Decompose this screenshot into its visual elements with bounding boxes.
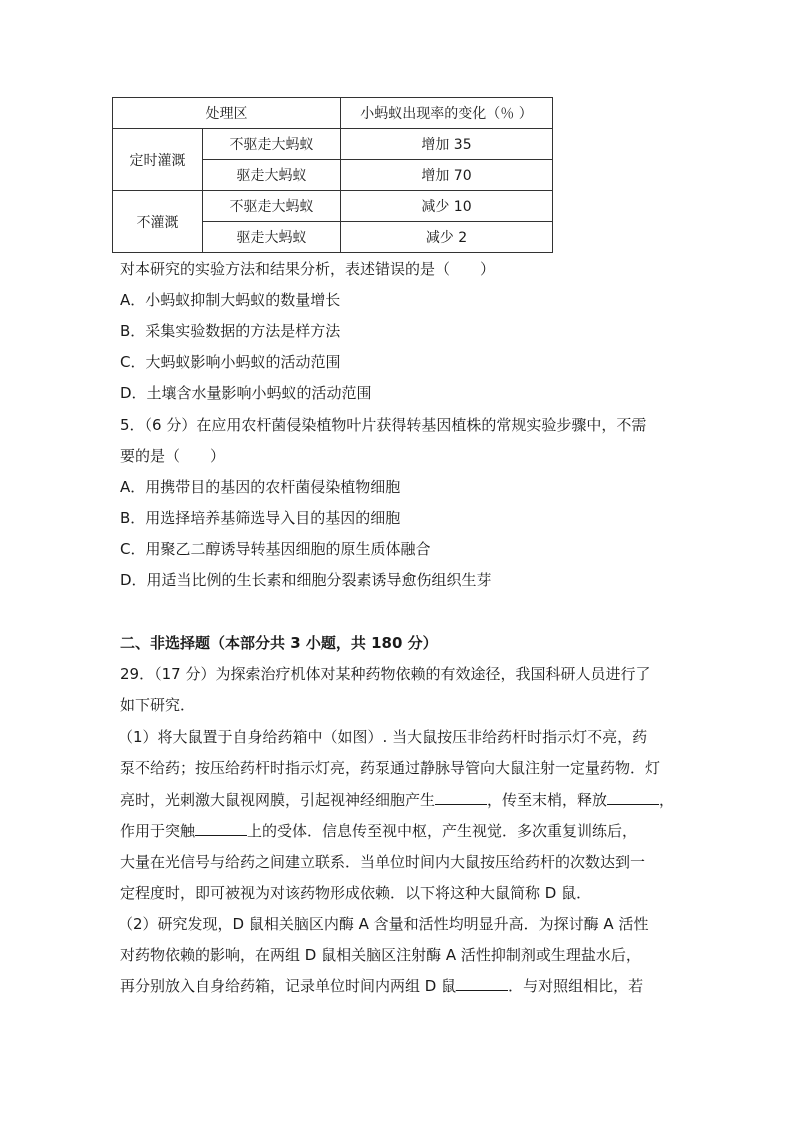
table-cell: 驱走大蚂蚁 [203,222,341,253]
question-stem: 对本研究的实验方法和结果分析，表述错误的是（ ） [120,260,496,278]
text-segment: 再分别放入自身给药箱，记录单位时间内两组 D 鼠 [120,977,457,995]
paragraph-line [120,821,637,841]
text-segment: 上的受体．信息传至视中枢，产生视觉．多次重复训练后， [247,822,638,840]
question-stem: 如下研究． [120,696,196,714]
paragraph-line: （2）研究发现，D 鼠相关脑区内酶 A 含量和活性均明显升高．为探讨酶 A 活性 [118,915,649,933]
table-row [113,129,553,160]
table-cell: 减少 10 [341,191,553,222]
text-segment: ，传至末梢，释放 [487,791,608,809]
option-d: D．用适当比例的生长素和细胞分裂素诱导愈伤组织生芽 [120,571,492,589]
table-cell: 增加 35 [341,129,553,160]
option-a: A．用携带目的基因的农杆菌侵染植物细胞 [120,478,401,496]
option-b: B．采集实验数据的方法是样方法 [120,322,341,340]
question-stem: 29．（17 分）为探索治疗机体对某种药物依赖的有效途径，我国科研人员进行了 [120,665,651,683]
answer-blank[interactable] [195,821,247,836]
table-header-row [113,98,553,129]
table-cell: 不驱走大蚂蚁 [203,129,341,160]
answer-blank[interactable] [607,790,659,805]
table-row [113,191,553,222]
option-c: C．大蚂蚁影响小蚂蚁的活动范围 [120,353,341,371]
table-cell: 驱走大蚂蚁 [203,160,341,191]
paragraph-line: 大量在光信号与给药之间建立联系．当单位时间内大鼠按压给药杆的次数达到一 [120,853,646,871]
table-cell: 减少 2 [341,222,553,253]
paragraph-line [120,976,643,996]
table-group-cell: 不灌溉 [113,191,203,253]
question-stem: 要的是（ ） [120,447,226,465]
table-header-cell: 处理区 [113,98,341,129]
text-segment: ， [659,791,675,809]
table-cell: 增加 70 [341,160,553,191]
table-group-cell: 定时灌溉 [113,129,203,191]
option-b: B．用选择培养基筛选导入目的基因的细胞 [120,509,401,527]
section-heading: 二、非选择题（本部分共 3 小题，共 180 分） [120,634,438,652]
option-d: D．土壤含水量影响小蚂蚁的活动范围 [120,384,372,402]
paragraph-line: 定程度时，即可被视为对该药物形成依赖．以下将这种大鼠简称 D 鼠． [120,884,592,902]
text-segment: 作用于突触 [120,822,196,840]
option-a: A．小蚂蚁抑制大蚂蚁的数量增长 [120,291,341,309]
question-stem: 5．（6 分）在应用农杆菌侵染植物叶片获得转基因植株的常规实验步骤中，不需 [120,416,647,434]
option-c: C．用聚乙二醇诱导转基因细胞的原生质体融合 [120,540,431,558]
paragraph-line: 对药物依赖的影响，在两组 D 鼠相关脑区注射酶 A 活性抑制剂或生理盐水后， [120,946,641,964]
ant-experiment-table [112,97,553,253]
paragraph-line: （1）将大鼠置于自身给药箱中（如图）. 当大鼠按压非给药杆时指示灯不亮，药 [118,728,648,746]
table-cell: 不驱走大蚂蚁 [203,191,341,222]
text-segment: ．与对照组相比，若 [508,977,644,995]
answer-blank[interactable] [435,790,487,805]
paragraph-line: 泵不给药；按压给药杆时指示灯亮，药泵通过静脉导管向大鼠注射一定量药物．灯 [120,759,661,777]
table-header-cell: 小蚂蚁出现率的变化（％ ） [341,98,553,129]
paragraph-line [120,790,674,810]
answer-blank[interactable] [456,976,508,991]
text-segment: 亮时，光刺激大鼠视网膜，引起视神经细胞产生 [120,791,436,809]
